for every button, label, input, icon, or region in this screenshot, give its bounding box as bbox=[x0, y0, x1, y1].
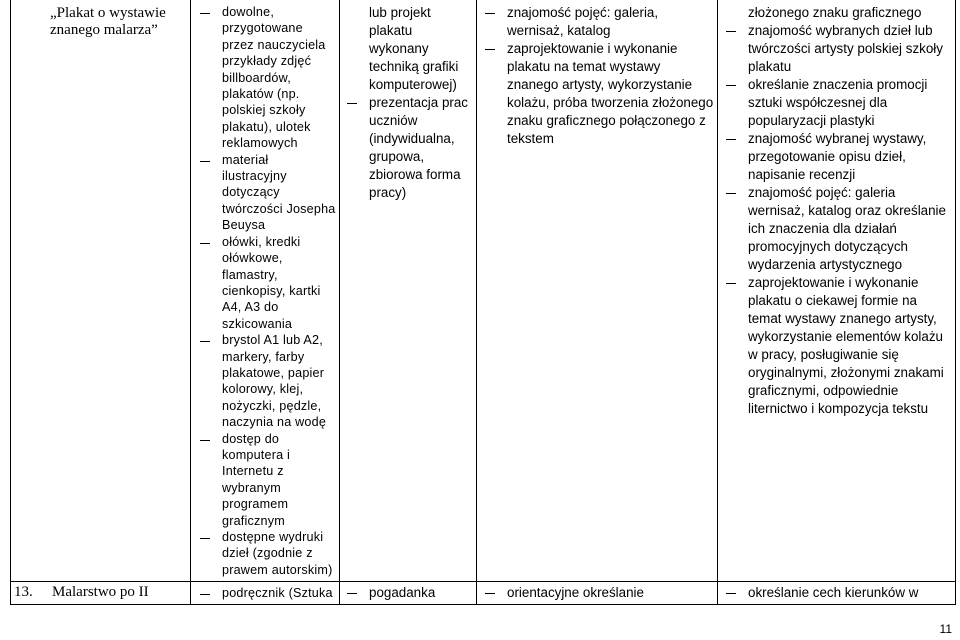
materials-item-2: ołówki, kredki ołówkowe, flamastry, cienkopisy, kartki A4, A3 do szkicowania bbox=[196, 234, 336, 332]
dash-bullet-icon bbox=[200, 440, 210, 441]
column-divider-4 bbox=[717, 0, 718, 605]
skills-item-0: znajomość wybranych dzieł lub twórczości artysty polskiej szkoły plakatu bbox=[722, 22, 954, 76]
page-number: 11 bbox=[939, 622, 952, 636]
row12-topic-cell bbox=[50, 5, 188, 39]
column-divider-1 bbox=[190, 0, 191, 605]
dash-bullet-icon bbox=[485, 13, 495, 14]
column-divider-2 bbox=[339, 0, 340, 605]
skills-continued-text: złożonego znaku graficznego bbox=[748, 5, 922, 20]
methods-item-0: prezentacja prac uczniów (indywidualna, grupowa, zbiorowa forma pracy) bbox=[343, 94, 475, 202]
dash-bullet-icon bbox=[200, 538, 210, 539]
skills-item-2: znajomość wybranej wystawy, przegotowanie opisu dzieł, napisanie recenzji bbox=[722, 130, 954, 184]
row13-knowledge-item: orientacyjne określanie bbox=[481, 584, 715, 602]
dash-bullet-icon bbox=[726, 193, 736, 194]
dash-bullet-icon bbox=[200, 243, 210, 244]
dash-bullet-icon bbox=[485, 49, 495, 50]
materials-item-1: materiał ilustracyjny dotyczący twórczości Josepha Beuysa bbox=[196, 152, 336, 234]
skills-item-4: zaprojektowanie i wykonanie plakatu o ciekawej formie na temat wystawy znanego artysty, wykorzystanie elementów kolażu w pracy, posługiwanie się oryginalnymi, złożonymi znakami graficznymi, odpowiednie liternictwo i kompozycja tekstu bbox=[722, 274, 954, 418]
row13-number: 13. bbox=[14, 584, 33, 600]
materials-item-5: dostępne wydruki dzieł (zgodnie z prawem autorskim) bbox=[196, 529, 336, 578]
row13-methods-cell bbox=[343, 584, 475, 604]
row13-skills-cell bbox=[722, 584, 954, 604]
dash-bullet-icon bbox=[726, 283, 736, 284]
column-divider-3 bbox=[476, 0, 477, 605]
materials-item-0: dowolne, przygotowane przez nauczyciela przykłady zdjęć billboardów, plakatów (np. polskiej szkoły plakatu), ulotek reklamowych bbox=[196, 4, 336, 152]
skills-item-3: znajomość pojęć: galeria wernisaż, katalog oraz określanie ich znaczenia dla działań promocyjnych dotyczących wydarzenia artystycznego bbox=[722, 184, 954, 274]
materials-item-3: brystol A1 lub A2, markery, farby plakatowe, papier kolorowy, klej, nożyczki, pędzle, naczynia na wodę bbox=[196, 332, 336, 430]
row12-materials-cell bbox=[196, 4, 336, 582]
dash-bullet-icon bbox=[200, 161, 210, 162]
table-border-left bbox=[10, 0, 11, 605]
methods-continued-text: lub projekt plakatu wykonany techniką grafiki komputerowej) bbox=[369, 5, 459, 92]
knowledge-item-0: znajomość pojęć: galeria, wernisaż, katalog bbox=[481, 4, 715, 40]
table-border-right bbox=[955, 0, 956, 605]
row12-skills-cell bbox=[722, 4, 954, 582]
dash-bullet-icon bbox=[485, 593, 495, 594]
dash-bullet-icon bbox=[347, 593, 357, 594]
dash-bullet-icon bbox=[726, 139, 736, 140]
row13-knowledge-cell bbox=[481, 584, 715, 604]
knowledge-item-1: zaprojektowanie i wykonanie plakatu na temat wystawy znanego artysty, wykorzystanie kolażu, próba tworzenia złożonego znaku graficznego połączonego z tekstem bbox=[481, 40, 715, 148]
dash-bullet-icon bbox=[726, 31, 736, 32]
row12-topic-line1: „Plakat o wystawie bbox=[50, 5, 166, 21]
row12-knowledge-cell bbox=[481, 4, 715, 582]
row13-topic: Malarstwo po II bbox=[52, 584, 149, 600]
row13-materials-cell bbox=[196, 585, 338, 604]
skills-item-1: określanie znaczenia promocji sztuki współczesnej dla popularyzacji plastyki bbox=[722, 76, 954, 130]
row13-materials-item: podręcznik (Sztuka bbox=[196, 585, 338, 601]
row12-topic-line2: znanego malarza” bbox=[50, 22, 158, 38]
row13-methods-item: pogadanka bbox=[343, 584, 475, 602]
dash-bullet-icon bbox=[726, 85, 736, 86]
dash-bullet-icon bbox=[347, 103, 357, 104]
dash-bullet-icon bbox=[200, 341, 210, 342]
dash-bullet-icon bbox=[200, 594, 210, 595]
dash-bullet-icon bbox=[726, 593, 736, 594]
dash-bullet-icon bbox=[200, 13, 210, 14]
materials-item-4: dostęp do komputera i Internetu z wybranym programem graficznym bbox=[196, 431, 336, 529]
table-border-bottom bbox=[10, 604, 956, 605]
row12-methods-cell bbox=[343, 4, 475, 582]
row13-skills-item: określanie cech kierunków w bbox=[722, 584, 954, 602]
